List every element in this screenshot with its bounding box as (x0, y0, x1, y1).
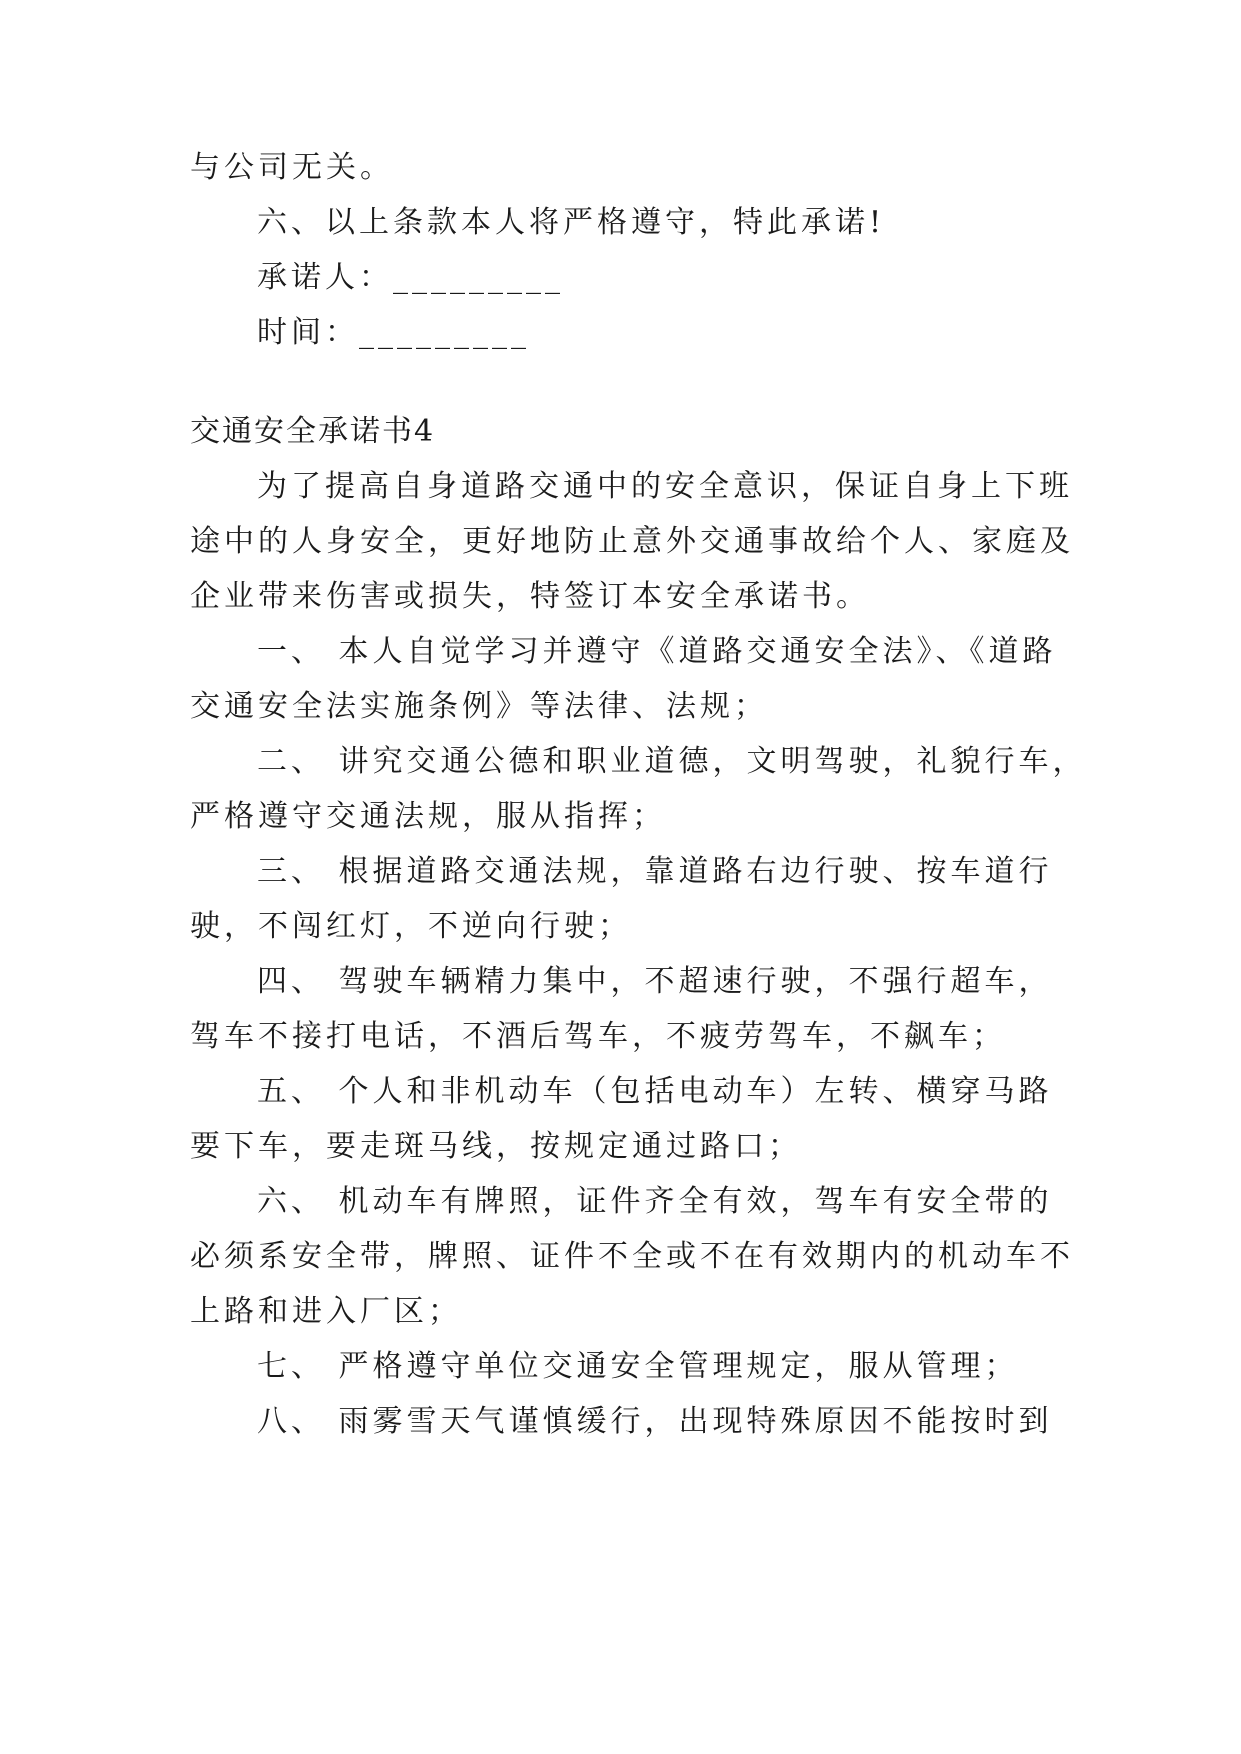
previous-continuation-line: 与公司无关。 (190, 150, 394, 185)
promisor-signature-line: 承诺人：_________ (257, 260, 564, 295)
clause-2-line: 严格遵守交通法规，服从指挥； (190, 799, 666, 834)
section-title: 交通安全承诺书4 (190, 414, 436, 449)
clause-8-line: 八、 雨雾雪天气谨慎缓行，出现特殊原因不能按时到 (257, 1404, 1053, 1439)
intro-line: 途中的人身安全，更好地防止意外交通事故给个人、家庭及 (190, 524, 1074, 559)
clause-6-line: 六、 机动车有牌照，证件齐全有效，驾车有安全带的 (257, 1184, 1053, 1219)
clause-7-line: 七、 严格遵守单位交通安全管理规定，服从管理； (257, 1349, 1019, 1384)
clause-5-line: 要下车，要走斑马线，按规定通过路口； (190, 1129, 802, 1164)
clause-6-line: 必须系安全带，牌照、证件不全或不在有效期内的机动车不 (190, 1239, 1074, 1274)
intro-line: 为了提高自身道路交通中的安全意识，保证自身上下班 (257, 469, 1073, 504)
intro-line: 企业带来伤害或损失，特签订本安全承诺书。 (190, 579, 870, 614)
clause-2-line: 二、 讲究交通公德和职业道德，文明驾驶，礼貌行车， (257, 744, 1087, 779)
clause-3-line: 驶，不闯红灯，不逆向行驶； (190, 909, 632, 944)
clause-5-line: 五、 个人和非机动车（包括电动车）左转、横穿马路 (257, 1074, 1053, 1109)
clause-3-line: 三、 根据道路交通法规，靠道路右边行驶、按车道行 (257, 854, 1053, 889)
date-signature-line: 时间：_________ (257, 315, 530, 350)
clause-4-line: 四、 驾驶车辆精力集中，不超速行驶，不强行超车， (257, 964, 1053, 999)
clause-4-line: 驾车不接打电话，不酒后驾车，不疲劳驾车，不飙车； (190, 1019, 1006, 1054)
clause-1-line: 一、 本人自觉学习并遵守《道路交通安全法》、《道路 (257, 634, 1057, 669)
previous-clause-6: 六、以上条款本人将严格遵守，特此承诺! (257, 205, 886, 240)
clause-6-line: 上路和进入厂区； (190, 1294, 462, 1329)
clause-1-line: 交通安全法实施条例》等法律、法规； (190, 689, 768, 724)
